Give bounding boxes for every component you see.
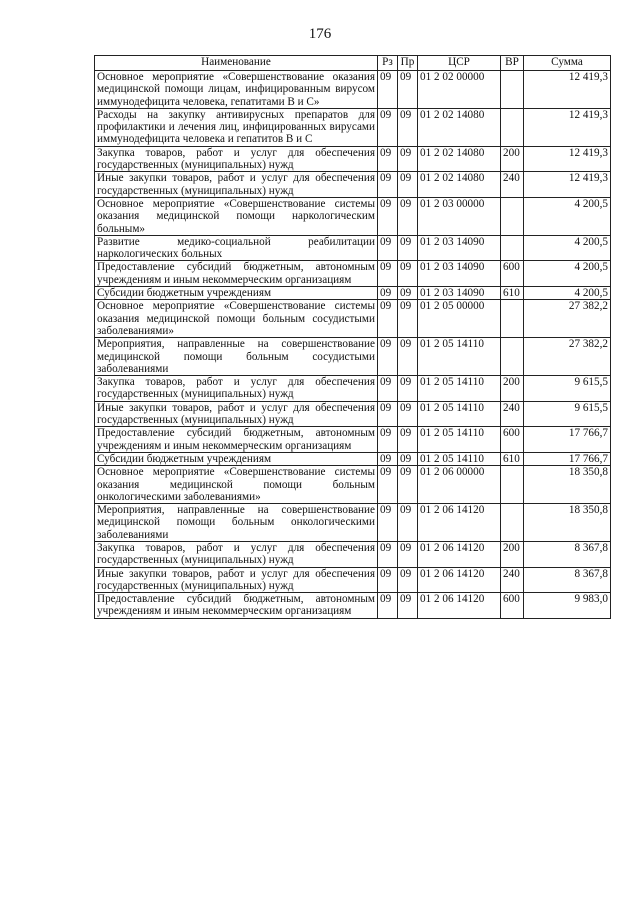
row-rz: 09 (378, 197, 398, 235)
row-name: Предоставление субсидий бюджетным, автономным учреждениям и иным некоммерческим организациям (95, 261, 378, 287)
row-vr (501, 466, 524, 504)
row-rz: 09 (378, 567, 398, 593)
row-rz: 09 (378, 466, 398, 504)
row-vr: 610 (501, 287, 524, 300)
row-sum: 4 200,5 (524, 261, 611, 287)
row-sum: 8 367,8 (524, 541, 611, 567)
row-rz: 09 (378, 401, 398, 427)
row-name: Закупка товаров, работ и услуг для обеспечения государственных (муниципальных) нужд (95, 376, 378, 402)
row-name: Основное мероприятие «Совершенствование системы оказания медицинской помощи больным онкологическими заболеваниями» (95, 466, 378, 504)
row-pr: 09 (398, 567, 418, 593)
row-vr: 240 (501, 567, 524, 593)
row-vr (501, 300, 524, 338)
row-name: Расходы на закупку антивирусных препаратов для профилактики и лечения лиц, инфицированных вирусами иммунодефицита человека и гепатитов В и С (95, 108, 378, 146)
table-row (95, 235, 611, 261)
row-pr: 09 (398, 593, 418, 619)
table-row (95, 261, 611, 287)
row-rz: 09 (378, 235, 398, 261)
row-vr (501, 197, 524, 235)
row-vr: 240 (501, 401, 524, 427)
row-vr: 200 (501, 541, 524, 567)
row-pr: 09 (398, 287, 418, 300)
row-pr: 09 (398, 504, 418, 542)
row-rz: 09 (378, 338, 398, 376)
row-name: Закупка товаров, работ и услуг для обеспечения государственных (муниципальных) нужд (95, 541, 378, 567)
row-sum: 9 983,0 (524, 593, 611, 619)
row-rz: 09 (378, 108, 398, 146)
row-sum: 4 200,5 (524, 197, 611, 235)
row-vr: 600 (501, 427, 524, 453)
row-csr: 01 2 02 14080 (418, 146, 501, 172)
row-pr: 09 (398, 338, 418, 376)
table-row (95, 71, 611, 109)
row-vr (501, 504, 524, 542)
row-pr: 09 (398, 172, 418, 198)
row-name: Основное мероприятие «Совершенствование системы оказания медицинской помощи наркологическим больным» (95, 197, 378, 235)
row-sum: 17 766,7 (524, 427, 611, 453)
table-row (95, 466, 611, 504)
row-sum: 12 419,3 (524, 172, 611, 198)
table-row (95, 567, 611, 593)
row-csr: 01 2 02 14080 (418, 108, 501, 146)
row-name: Иные закупки товаров, работ и услуг для обеспечения государственных (муниципальных) нужд (95, 567, 378, 593)
row-sum: 8 367,8 (524, 567, 611, 593)
row-pr: 09 (398, 71, 418, 109)
header-row (95, 56, 611, 71)
table-row (95, 376, 611, 402)
budget-table (94, 55, 611, 619)
table-row (95, 338, 611, 376)
row-pr: 09 (398, 427, 418, 453)
row-rz: 09 (378, 504, 398, 542)
header-pr: Пр (398, 56, 418, 71)
row-pr: 09 (398, 235, 418, 261)
row-sum: 9 615,5 (524, 376, 611, 402)
table-row (95, 146, 611, 172)
row-pr: 09 (398, 146, 418, 172)
header-rz: Рз (378, 56, 398, 71)
row-rz: 09 (378, 172, 398, 198)
table-row (95, 108, 611, 146)
row-vr: 600 (501, 261, 524, 287)
row-csr: 01 2 02 00000 (418, 71, 501, 109)
row-csr: 01 2 05 14110 (418, 452, 501, 465)
row-sum: 12 419,3 (524, 71, 611, 109)
row-csr: 01 2 03 00000 (418, 197, 501, 235)
row-name: Закупка товаров, работ и услуг для обеспечения государственных (муниципальных) нужд (95, 146, 378, 172)
row-rz: 09 (378, 146, 398, 172)
row-csr: 01 2 06 00000 (418, 466, 501, 504)
row-vr (501, 71, 524, 109)
row-rz: 09 (378, 376, 398, 402)
row-pr: 09 (398, 541, 418, 567)
row-csr: 01 2 06 14120 (418, 504, 501, 542)
row-pr: 09 (398, 197, 418, 235)
row-name: Основное мероприятие «Совершенствование системы оказания медицинской помощи больным сосудистыми заболеваниями» (95, 300, 378, 338)
row-pr: 09 (398, 452, 418, 465)
row-csr: 01 2 02 14080 (418, 172, 501, 198)
row-vr (501, 338, 524, 376)
row-pr: 09 (398, 261, 418, 287)
row-vr: 600 (501, 593, 524, 619)
row-sum: 9 615,5 (524, 401, 611, 427)
row-rz: 09 (378, 71, 398, 109)
row-csr: 01 2 05 00000 (418, 300, 501, 338)
table-row (95, 300, 611, 338)
row-pr: 09 (398, 376, 418, 402)
row-rz: 09 (378, 261, 398, 287)
header-csr: ЦСР (418, 56, 501, 71)
row-csr: 01 2 05 14110 (418, 427, 501, 453)
row-sum: 17 766,7 (524, 452, 611, 465)
page-number: 176 (308, 26, 332, 42)
row-pr: 09 (398, 401, 418, 427)
row-sum: 27 382,2 (524, 338, 611, 376)
header-sum: Сумма (524, 56, 611, 71)
row-rz: 09 (378, 593, 398, 619)
row-pr: 09 (398, 300, 418, 338)
table-row (95, 541, 611, 567)
row-sum: 4 200,5 (524, 235, 611, 261)
row-csr: 01 2 03 14090 (418, 287, 501, 300)
row-csr: 01 2 05 14110 (418, 338, 501, 376)
row-sum: 12 419,3 (524, 146, 611, 172)
row-csr: 01 2 06 14120 (418, 593, 501, 619)
row-name: Мероприятия, направленные на совершенствование медицинской помощи больным онкологическими заболеваниями (95, 504, 378, 542)
row-sum: 27 382,2 (524, 300, 611, 338)
row-name: Основное мероприятие «Совершенствование оказания медицинской помощи лицам, инфицированным вирусом иммунодефицита человека, гепатитами В и С» (95, 71, 378, 109)
table-row (95, 452, 611, 465)
row-csr: 01 2 06 14120 (418, 567, 501, 593)
table-row (95, 427, 611, 453)
row-vr (501, 235, 524, 261)
row-vr (501, 108, 524, 146)
table-row (95, 593, 611, 619)
row-name: Субсидии бюджетным учреждениям (95, 452, 378, 465)
row-name: Мероприятия, направленные на совершенствование медицинской помощи больным сосудистыми заболеваниями (95, 338, 378, 376)
row-vr: 200 (501, 376, 524, 402)
row-pr: 09 (398, 108, 418, 146)
table-row (95, 287, 611, 300)
row-sum: 4 200,5 (524, 287, 611, 300)
row-sum: 18 350,8 (524, 504, 611, 542)
row-rz: 09 (378, 541, 398, 567)
row-csr: 01 2 06 14120 (418, 541, 501, 567)
header-vr: ВР (501, 56, 524, 71)
header-name: Наименование (95, 56, 378, 71)
row-csr: 01 2 05 14110 (418, 401, 501, 427)
row-pr: 09 (398, 466, 418, 504)
row-name: Развитие медико-социальной реабилитации наркологических больных (95, 235, 378, 261)
row-name: Иные закупки товаров, работ и услуг для обеспечения государственных (муниципальных) нужд (95, 172, 378, 198)
row-vr: 200 (501, 146, 524, 172)
row-csr: 01 2 03 14090 (418, 235, 501, 261)
row-rz: 09 (378, 452, 398, 465)
table-row (95, 197, 611, 235)
table-row (95, 172, 611, 198)
table-row (95, 504, 611, 542)
row-vr: 240 (501, 172, 524, 198)
row-rz: 09 (378, 427, 398, 453)
row-name: Субсидии бюджетным учреждениям (95, 287, 378, 300)
table-row (95, 401, 611, 427)
row-vr: 610 (501, 452, 524, 465)
row-name: Предоставление субсидий бюджетным, автономным учреждениям и иным некоммерческим организациям (95, 593, 378, 619)
row-rz: 09 (378, 300, 398, 338)
row-sum: 18 350,8 (524, 466, 611, 504)
row-rz: 09 (378, 287, 398, 300)
row-name: Иные закупки товаров, работ и услуг для обеспечения государственных (муниципальных) нужд (95, 401, 378, 427)
row-sum: 12 419,3 (524, 108, 611, 146)
row-csr: 01 2 05 14110 (418, 376, 501, 402)
row-csr: 01 2 03 14090 (418, 261, 501, 287)
row-name: Предоставление субсидий бюджетным, автономным учреждениям и иным некоммерческим организациям (95, 427, 378, 453)
